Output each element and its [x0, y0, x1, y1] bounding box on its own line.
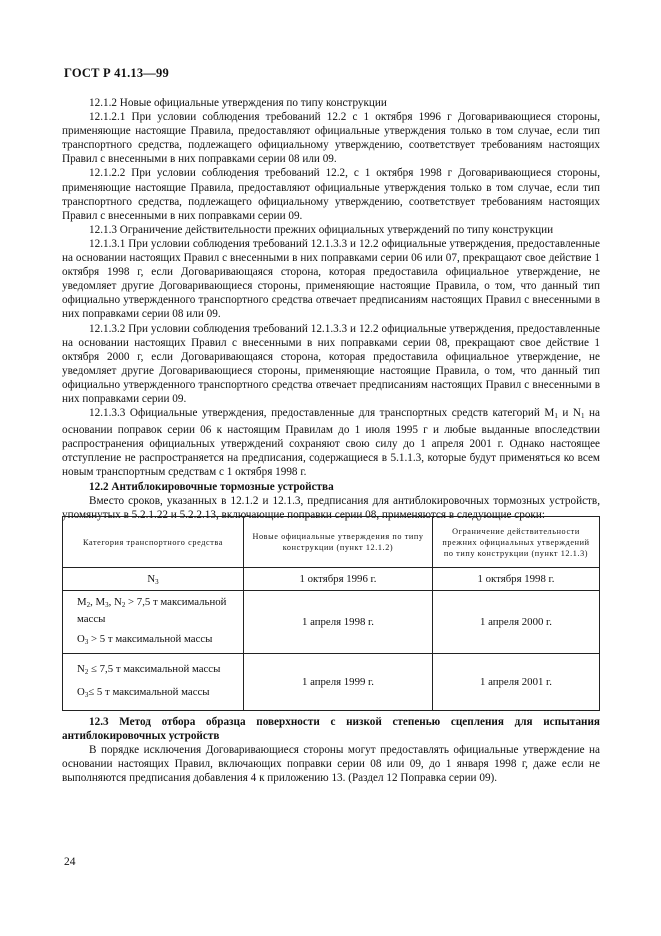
table-header-row [63, 517, 600, 568]
category-cell [63, 654, 244, 711]
paragraph-12-1-3-2: 12.1.3.2 При условии соблюдения требований 12.1.3.3 и 12.2 официальные утверждения, предоставленные на основании настоящих Правил с внесенными в них поправками серии 08, прекращают свое действие 1 октября 2000 г, если Договаривающаяся сторона, которая предоставила официальное утверждение, не уведомляет другие Договаривающиеся стороны, применяющие настоящие Правила, о том, что данный тип официально утвержденного транспортного средства отвечает предписаниям настоящих Правил с внесенными в них поправками серии 09. [62, 322, 600, 405]
cat-line1-rest: > 7,5 т максимальной массы [77, 596, 227, 625]
header-new-approvals: Новые официальные утверждения по типу конструкции (пункт 12.1.2) [244, 517, 433, 568]
deadlines-table [62, 516, 600, 711]
paragraph-12-1-3-3 [62, 406, 600, 479]
cat-m3-sub: 3 [105, 601, 109, 609]
main-text-block [62, 96, 600, 522]
cat-sub: 3 [155, 577, 159, 586]
new-approval-date: 1 апреля 1999 г. [244, 654, 433, 711]
paragraph-12-1-3: 12.1.3 Ограничение действительности прежних официальных утверждений по типу конструкции [89, 223, 554, 236]
p1213-a-sub: 1 [554, 412, 558, 421]
cat-line2-rest: ≤ 5 т максимальной массы [88, 686, 210, 698]
cat-line1-rest: ≤ 7,5 т максимальной массы [88, 663, 221, 675]
new-approval-date: 1 апреля 1998 г. [244, 591, 433, 654]
paragraph-12-1-2-2: 12.1.2.2 При условии соблюдения требований 12.2, с 1 октября 1998 г Договаривающиеся стороны, применяющие настоящие Правила, предоставляют официальные утверждения только в том случае, если тип транспортного средства, подлежащего официальному утверждению, соответствует требованиям настоящих Правил с внесенными в них поправками серии 09. [62, 167, 600, 222]
limit-date: 1 апреля 2000 г. [433, 591, 600, 654]
cat-m2: M [77, 596, 87, 608]
table-row [63, 568, 600, 591]
header-vehicle-category: Категория транспортного средства [63, 517, 244, 568]
limit-date: 1 октября 1998 г. [433, 568, 600, 591]
cat-o3: O [77, 686, 85, 698]
header-limit-validity: Ограничение действительности прежних официальных утверждений по типу конструкции (пункт 12.1.3) [433, 517, 600, 568]
cat-m3: , M [90, 596, 106, 608]
cat-n2-sub: 2 [84, 668, 89, 676]
limit-date: 1 апреля 2001 г. [433, 654, 600, 711]
table-row [63, 591, 600, 654]
category-cell [63, 568, 244, 591]
cat-o3: O [77, 633, 85, 645]
new-approval-date: 1 октября 1996 г. [244, 568, 433, 591]
cat-o3-sub: 3 [84, 638, 89, 646]
p1213-c: на основании поправок серии 06 к настоящим Правилам до 1 июля 1995 г и любые выданные впоследствии распространения официальных утверждений сохраняют свою силу до 1 апреля 2001 г. Однако настоящее отступление не распространяется на предписания, содержащиеся в 5.1.1.3, которые будут применяться ко всем новым транспортным средствам с 1 октября 1998 г. [62, 407, 600, 479]
category-cell [63, 591, 244, 654]
p1213-b: и N [557, 407, 581, 420]
p1213-a: 12.1.3.3 Официальные утверждения, предоставленные для транспортных средств категорий M [89, 407, 555, 420]
section-12-2-text: Вместо сроков, указанных в 12.1.2 и 12.1.3, предписания для антиблокировочных тормозных устройств, упомянутых в 5.2.1.22 и 5.2.2.13, включающие поправки серии 08, применяются в следующие сроки: [62, 494, 600, 521]
cat-n2-sub: 2 [121, 601, 126, 609]
cat-n2: , N [108, 596, 122, 608]
spacer [77, 626, 239, 632]
paragraph-12-1-2-1: 12.1.2.1 При условии соблюдения требований 12.2 с 1 октября 1996 г Договаривающиеся стороны, применяющие настоящие Правила, предоставляют официальные утверждения только в том случае, если тип транспортного средства, подлежащего официальному утверждению, соответствует требованиям настоящих Правил с внесенными в них поправками серии 08 или 09. [62, 111, 600, 166]
cat-o3-sub: 3 [84, 691, 89, 699]
paragraph-12-1-3-1: 12.1.3.1 При условии соблюдения требований 12.1.3.3 и 12.2 официальные утверждения, предоставленные на основании настоящих Правил с внесенными в них поправками серии 06 или 07, прекращают свое действие 1 октября 1998 г, если Договаривающаяся сторона, которая предоставила официальное утверждение, не уведомляет другие Договаривающиеся стороны, применяющие настоящие Правила, о том, что данный тип официально утвержденного транспортного средства отвечает предписаниям настоящих Правил с внесенными в них поправками серии 08 или 09. [62, 237, 600, 321]
cat-m2-sub: 2 [86, 601, 91, 609]
cat-letter: N [147, 572, 156, 585]
spacer [77, 679, 239, 685]
cat-n2: N [77, 663, 85, 675]
section-12-2-heading: 12.2 Антиблокировочные тормозные устройства [89, 480, 334, 493]
deadlines-table-wrapper [62, 516, 600, 711]
page-number: 24 [64, 856, 76, 868]
table-row [63, 654, 600, 711]
section-12-3-block [62, 715, 600, 785]
section-12-3-text: В порядке исключения Договаривающиеся стороны могут предоставлять официальные утверждение на основании настоящих Правил, включающих поправки серии 08 или 09, до 1 января 1998 г, даже если не выполняются предписания добавления 4 к приложению 13. (Раздел 12 Поправка серии 09). [62, 744, 600, 785]
section-12-3-heading: 12.3 Метод отбора образца поверхности с низкой степенью сцепления для испытания антиблокировочных устройств [62, 716, 600, 743]
document-code-header: ГОСТ Р 41.13—99 [64, 66, 169, 80]
p1213-b-sub: 1 [580, 412, 585, 421]
cat-line2-rest: > 5 т максимальной массы [88, 633, 213, 645]
paragraph-12-1-2: 12.1.2 Новые официальные утверждения по типу конструкции [89, 97, 387, 109]
